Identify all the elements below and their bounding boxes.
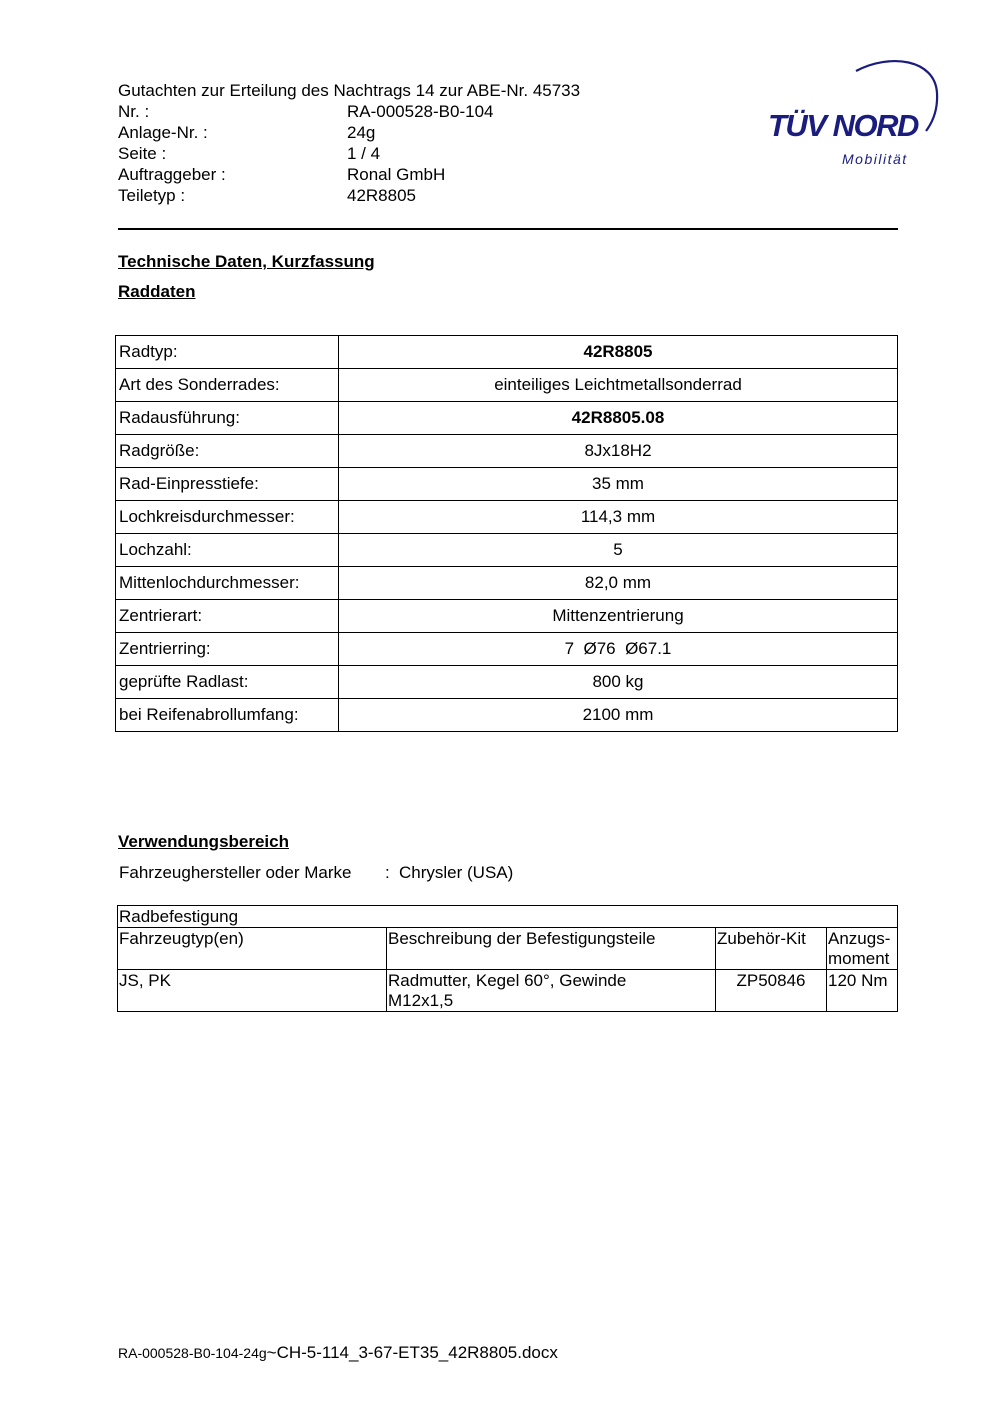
header-value: Ronal GmbH bbox=[347, 165, 446, 184]
hersteller-separator: : bbox=[385, 863, 390, 882]
raddaten-value: 7 Ø76 Ø67.1 bbox=[339, 633, 898, 666]
cell-beschreibung bbox=[387, 970, 716, 1012]
column-header-fahrzeugtyp: Fahrzeugtyp(en) bbox=[118, 928, 387, 970]
cell-zubehoer-kit: ZP50846 bbox=[716, 970, 827, 1012]
header-moment-line2: moment bbox=[828, 949, 890, 968]
raddaten-table bbox=[115, 335, 898, 732]
column-header-beschreibung: Beschreibung der Befestigungsteile bbox=[387, 928, 716, 970]
header-label: Seite : bbox=[118, 144, 167, 163]
raddaten-label: Lochzahl: bbox=[116, 534, 339, 567]
table-row bbox=[118, 906, 898, 928]
raddaten-label: Zentrierring: bbox=[116, 633, 339, 666]
raddaten-value: 114,3 mm bbox=[339, 501, 898, 534]
footer-filename bbox=[118, 1343, 558, 1363]
cell-fahrzeugtyp: JS, PK bbox=[118, 970, 387, 1012]
raddaten-label: Radausführung: bbox=[116, 402, 339, 435]
footer-doc-id: RA-000528-B0-104-24g bbox=[118, 1345, 267, 1361]
header-label: Anlage-Nr. : bbox=[118, 123, 208, 142]
radbefestigung-caption: Radbefestigung bbox=[118, 906, 898, 928]
raddaten-value: 42R8805 bbox=[339, 336, 898, 369]
raddaten-value: 35 mm bbox=[339, 468, 898, 501]
table-row bbox=[116, 699, 898, 732]
raddaten-label: Radgröße: bbox=[116, 435, 339, 468]
tuv-nord-logo bbox=[760, 55, 950, 175]
raddaten-label: Rad-Einpresstiefe: bbox=[116, 468, 339, 501]
raddaten-value: 5 bbox=[339, 534, 898, 567]
raddaten-value: 82,0 mm bbox=[339, 567, 898, 600]
header-value: RA-000528-B0-104 bbox=[347, 102, 494, 121]
cell-anzugsmoment: 120 Nm bbox=[827, 970, 898, 1012]
section-heading-raddaten: Raddaten bbox=[118, 282, 196, 301]
header-value: 1 / 4 bbox=[347, 144, 381, 163]
section-heading-verwendung: Verwendungsbereich bbox=[118, 832, 289, 851]
table-row bbox=[116, 567, 898, 600]
raddaten-label: Zentrierart: bbox=[116, 600, 339, 633]
beschreibung-line2: M12x1,5 bbox=[388, 991, 454, 1010]
hersteller-value: Chrysler (USA) bbox=[399, 863, 514, 882]
beschreibung-line1: Radmutter, Kegel 60°, Gewinde bbox=[388, 971, 627, 990]
raddaten-value: einteiliges Leichtmetallsonderrad bbox=[339, 369, 898, 402]
document-title: Gutachten zur Erteilung des Nachtrags 14 zur ABE-Nr. 45733 bbox=[118, 81, 581, 100]
raddaten-label: Radtyp: bbox=[116, 336, 339, 369]
table-row bbox=[116, 633, 898, 666]
header-label: Auftraggeber : bbox=[118, 165, 226, 184]
raddaten-value: 2100 mm bbox=[339, 699, 898, 732]
raddaten-label: Lochkreisdurchmesser: bbox=[116, 501, 339, 534]
table-row bbox=[116, 402, 898, 435]
table-row bbox=[116, 336, 898, 369]
raddaten-label: Art des Sonderrades: bbox=[116, 369, 339, 402]
table-row bbox=[116, 534, 898, 567]
header-value: 42R8805 bbox=[347, 186, 417, 205]
table-row bbox=[116, 600, 898, 633]
raddaten-value: Mittenzentrierung bbox=[339, 600, 898, 633]
raddaten-label: bei Reifenabrollumfang: bbox=[116, 699, 339, 732]
table-row bbox=[116, 369, 898, 402]
hersteller-label: Fahrzeughersteller oder Marke bbox=[119, 863, 352, 882]
column-header-anzugsmoment bbox=[827, 928, 898, 970]
section-heading-tech: Technische Daten, Kurzfassung bbox=[118, 252, 375, 271]
logo-subtitle: Mobilität bbox=[842, 151, 908, 167]
raddaten-label: Mittenlochdurchmesser: bbox=[116, 567, 339, 600]
raddaten-label: geprüfte Radlast: bbox=[116, 666, 339, 699]
table-row bbox=[116, 468, 898, 501]
header-label: Teiletyp : bbox=[118, 186, 186, 205]
radbefestigung-table bbox=[117, 905, 898, 1012]
table-row bbox=[116, 435, 898, 468]
header-value: 24g bbox=[347, 123, 376, 142]
header-moment-line1: Anzugs- bbox=[828, 929, 891, 948]
raddaten-value: 42R8805.08 bbox=[339, 402, 898, 435]
header-label: Nr. : bbox=[118, 102, 150, 121]
header-divider bbox=[118, 228, 898, 230]
raddaten-value: 800 kg bbox=[339, 666, 898, 699]
table-row bbox=[116, 501, 898, 534]
table-row bbox=[118, 970, 898, 1012]
footer-doc-name: ~CH-5-114_3-67-ET35_42R8805.docx bbox=[266, 1343, 558, 1362]
table-header-row bbox=[118, 928, 898, 970]
raddaten-value: 8Jx18H2 bbox=[339, 435, 898, 468]
table-row bbox=[116, 666, 898, 699]
logo-brand: TÜV NORD bbox=[768, 108, 918, 143]
column-header-zubehoer-kit: Zubehör-Kit bbox=[716, 928, 827, 970]
